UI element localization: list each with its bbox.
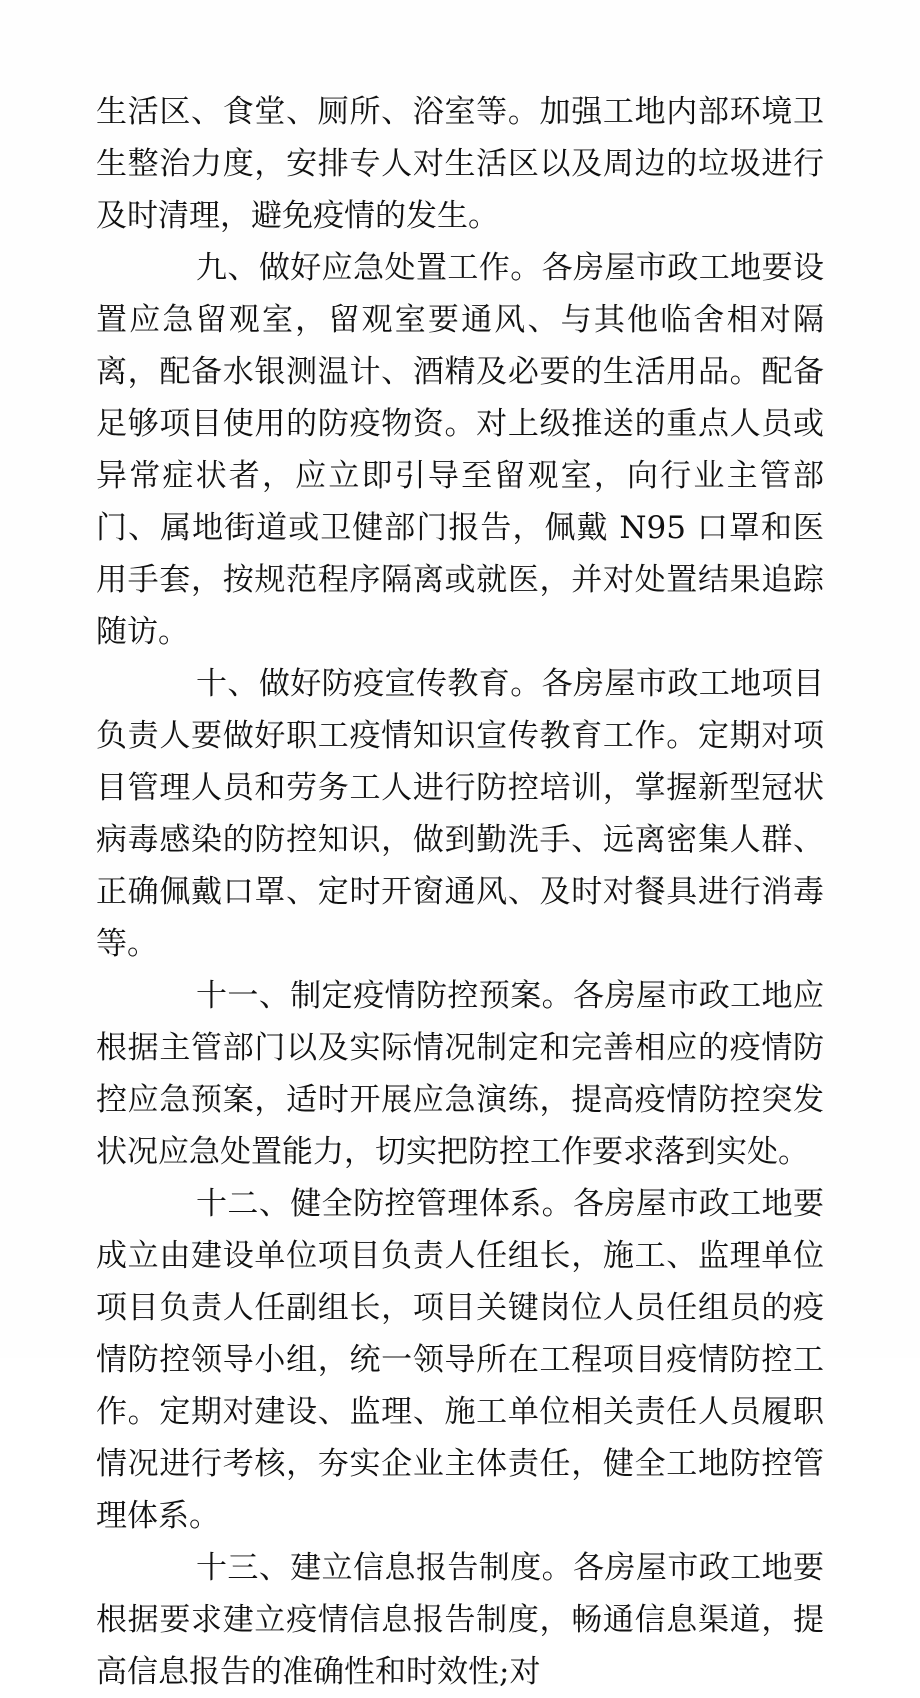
paragraph-item-eleven-emergency-plan: 十一、制定疫情防控预案。各房屋市政工地应根据主管部门以及实际情况制定和完善相应的疫情防控应急预案，适时开展应急演练，提高疫情防控突发状况应急处置能力，切实把防控工作要求落到实处。: [96, 978, 824, 1170]
paragraph-item-thirteen-reporting-system: 十三、建立信息报告制度。各房屋市政工地要根据要求建立疫情信息报告制度，畅通信息渠道，提高信息报告的准确性和时效性;对: [96, 1550, 824, 1690]
paragraph-item-ten-publicity-education: 十、做好防疫宣传教育。各房屋市政工地项目负责人要做好职工疫情知识宣传教育工作。定期对项目管理人员和劳务工人进行防控培训，掌握新型冠状病毒感染的防控知识，做到勤洗手、远离密集人群、正确佩戴口罩、定时开窗通风、及时对餐具进行消毒等。: [96, 666, 824, 962]
paragraph-continuation-living-area: 生活区、食堂、厕所、浴室等。加强工地内部环境卫生整治力度，安排专人对生活区以及周边的垃圾进行及时清理，避免疫情的发生。: [96, 94, 824, 234]
document-body: [96, 86, 824, 1698]
paragraph-item-twelve-management-system: 十二、健全防控管理体系。各房屋市政工地要成立由建设单位项目负责人任组长，施工、监理单位项目负责人任副组长，项目关键岗位人员任组员的疫情防控领导小组，统一领导所在工程项目疫情防控工作。定期对建设、监理、施工单位相关责任人员履职情况进行考核，夯实企业主体责任，健全工地防控管理体系。: [96, 1186, 824, 1534]
paragraph-item-nine-emergency-handling: 九、做好应急处置工作。各房屋市政工地要设置应急留观室，留观室要通风、与其他临舍相对隔离，配备水银测温计、酒精及必要的生活用品。配备足够项目使用的防疫物资。对上级推送的重点人员或异常症状者，应立即引导至留观室，向行业主管部门、属地街道或卫健部门报告，佩戴 N95 口罩和医用手套，按规范程序隔离或就医，并对处置结果追踪随访。: [96, 250, 824, 650]
